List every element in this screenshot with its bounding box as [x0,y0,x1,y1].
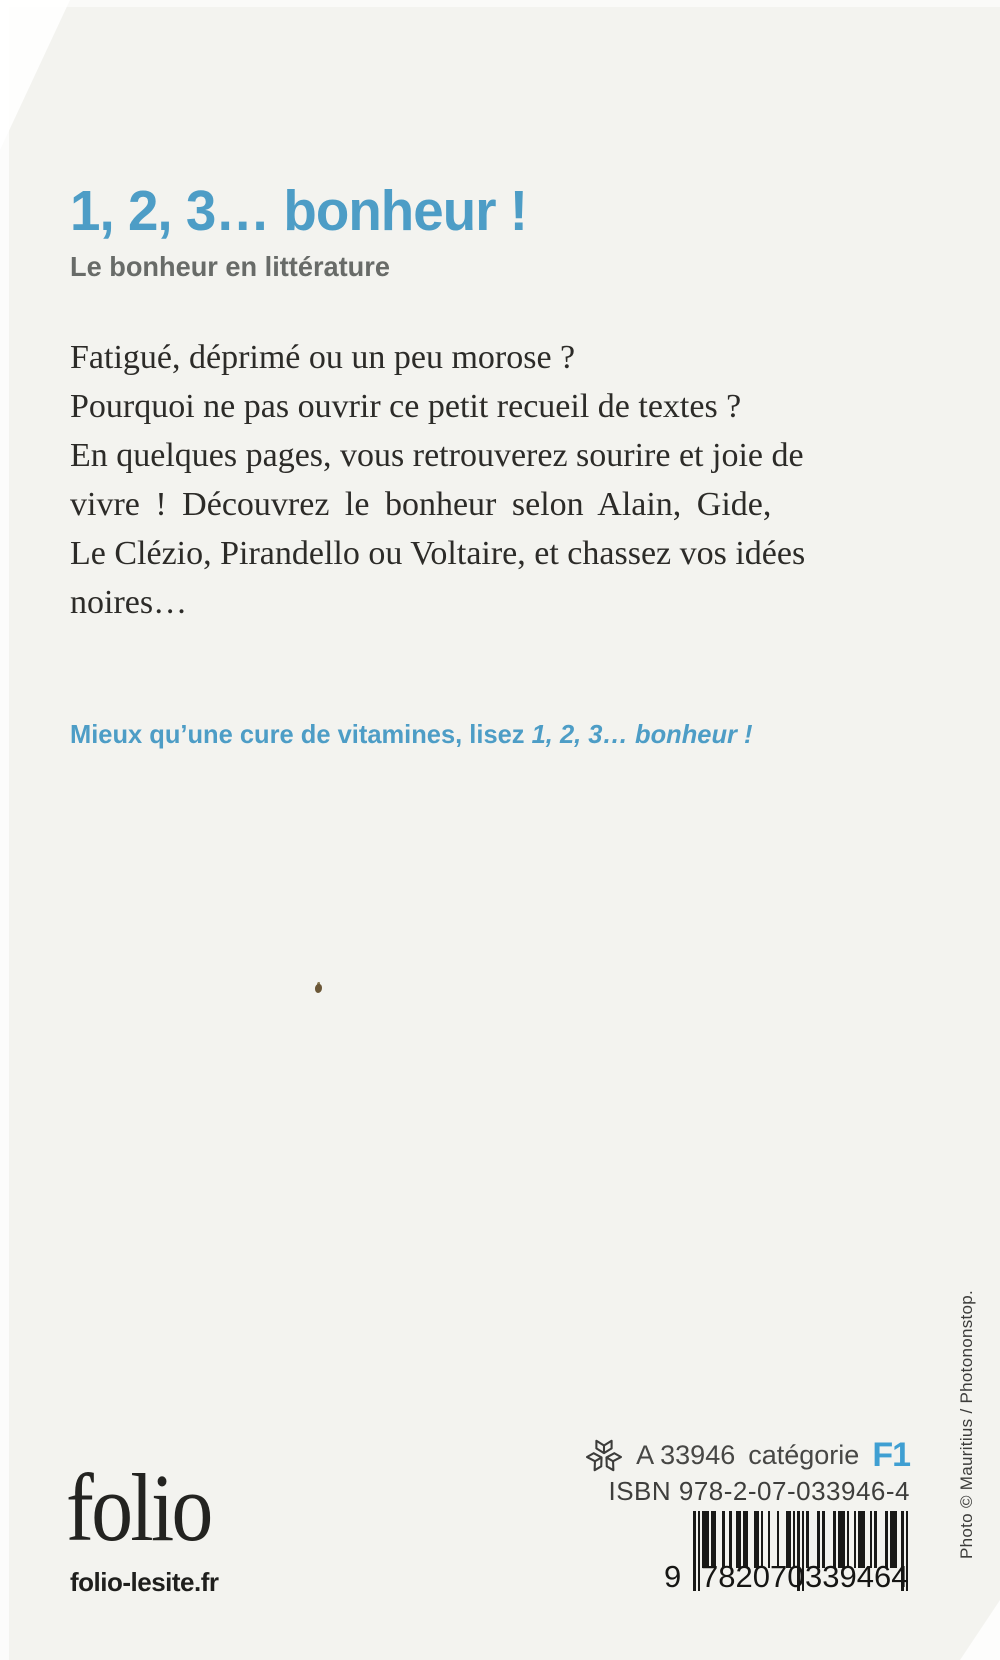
blurb-line: Pourquoi ne pas ouvrir ce petit recueil de textes ? [70,388,742,425]
blurb-line: vivre ! Découvrez le bonheur selon Alain, Gide, [70,486,772,523]
three-open-books-icon [585,1437,623,1475]
scan-corner-bottom-right [960,1600,1000,1660]
catalog-code: A 33946 [636,1440,736,1470]
publisher-website: folio-lesite.fr [70,1567,219,1597]
scan-corner-top-left [0,0,70,150]
barcode-digits-right-group: 3 3 9 4 6 4 [805,1559,909,1594]
blurb-line: Fatigué, déprimé ou un peu morose ? [70,339,576,376]
back-cover-blurb [70,333,910,627]
folio-logo: folio [66,1454,211,1561]
barcode-digit-first: 9 [664,1559,682,1594]
book-subtitle: Le bonheur en littérature [70,251,390,282]
tagline-text: Mieux qu’une cure de vitamines, lisez [70,719,532,749]
photo-credit: Photo © Mauritius / Photononstop. [957,1289,976,1559]
blurb-line: En quelques pages, vous retrouverez sourire et joie de [70,437,804,474]
ean13-barcode [664,1511,909,1597]
isbn-text: ISBN 978-2-07-033946-4 [608,1476,910,1506]
barcode-digits-left-group: 7 8 2 0 7 0 [701,1559,805,1594]
category-label: catégorie [748,1440,860,1470]
blurb-line: noires… [70,584,188,621]
blurb-line: Le Clézio, Pirandello ou Voltaire, et chassez vos idées [70,535,806,572]
book-title: 1, 2, 3… bonheur ! [70,179,528,243]
tagline-title-emphasis: 1, 2, 3… bonheur ! [531,719,753,749]
paper-speck [315,984,322,993]
category-value: F1 [872,1436,910,1474]
catalog-row [585,1436,910,1475]
scan-edge-left [0,0,9,1660]
tagline [70,719,752,750]
scan-edge-top [0,0,1000,7]
